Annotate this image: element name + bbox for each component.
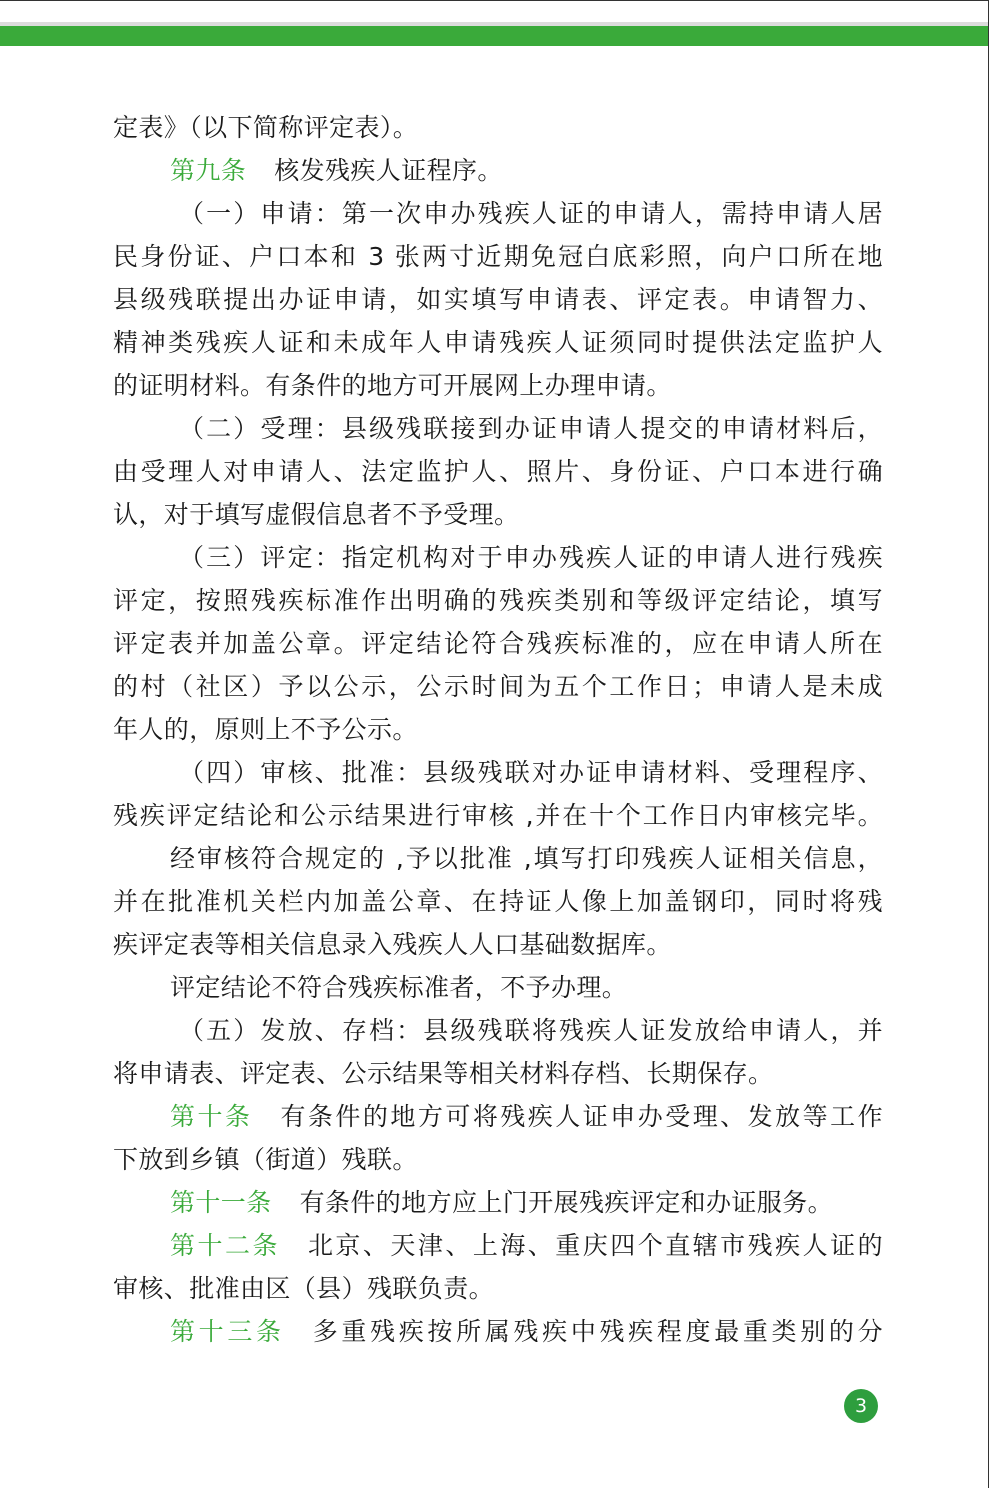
- top-border-line: [0, 0, 988, 1]
- text-line: 审核、批准由区（县）残联负责。: [113, 1274, 495, 1303]
- text-line: （一）申请：第一次申办残疾人证的申请人，需持申请人居: [179, 199, 883, 228]
- text-line: （三）评定：指定机构对于申办残疾人证的申请人进行残疾: [179, 543, 883, 572]
- article-label: 第九条: [170, 156, 247, 185]
- article-11-heading: [113, 1181, 883, 1224]
- text-line: 县级残联提出办证申请，如实填写申请表、评定表。申请智力、: [113, 285, 883, 314]
- text-line: 由受理人对申请人、法定监护人、照片、身份证、户口本进行确: [113, 457, 883, 486]
- text-line: 将申请表、评定表、公示结果等相关材料存档、长期保存。: [113, 1059, 774, 1088]
- article-label: 第十三条: [170, 1317, 285, 1346]
- article-text: 北京、天津、上海、重庆四个直辖市残疾人证的: [307, 1231, 883, 1260]
- text-line: 下放到乡镇（街道）残联。: [113, 1145, 418, 1174]
- article-10-heading: [113, 1095, 883, 1138]
- text-line: 经审核符合规定的 ,予以批准 ,填写打印残疾人证相关信息，: [170, 844, 883, 873]
- text-line: 的村（社区）予以公示，公示时间为五个工作日；申请人是未成: [113, 672, 883, 701]
- document-body: [113, 106, 883, 1353]
- header-green-band: [0, 26, 988, 46]
- right-border-line: [988, 0, 989, 1488]
- text-line: （四）审核、批准：县级残联对办证申请材料、受理程序、: [179, 758, 883, 787]
- page-number-badge: 3: [844, 1389, 878, 1423]
- text-line: 精神类残疾人证和未成年人申请残疾人证须同时提供法定监护人: [113, 328, 883, 357]
- article-12-heading: [113, 1224, 883, 1267]
- text-line: （五）发放、存档：县级残联将残疾人证发放给申请人，并: [179, 1016, 883, 1045]
- text-line: 评定表并加盖公章。评定结论符合残疾标准的，应在申请人所在: [113, 629, 883, 658]
- article-text: 核发残疾人证程序。: [274, 156, 503, 185]
- text-line: 认，对于填写虚假信息者不予受理。: [113, 500, 520, 529]
- text-line: 民身份证、户口本和 3 张两寸近期免冠白底彩照，向户口所在地: [113, 242, 883, 271]
- text-line: 疾评定表等相关信息录入残疾人人口基础数据库。: [113, 930, 672, 959]
- text-line: 评定，按照残疾标准作出明确的残疾类别和等级评定结论，填写: [113, 586, 883, 615]
- article-text: 有条件的地方应上门开展残疾评定和办证服务。: [299, 1188, 834, 1217]
- article-text: 有条件的地方可将残疾人证申办受理、发放等工作: [280, 1102, 883, 1131]
- text-line: 的证明材料。有条件的地方可开展网上办理申请。: [113, 371, 672, 400]
- text-line: 残疾评定结论和公示结果进行审核 ,并在十个工作日内审核完毕。: [113, 801, 883, 830]
- text-line: （二）受理：县级残联接到办证申请人提交的申请材料后，: [179, 414, 883, 443]
- text-line: 定表》（以下简称评定表）。: [113, 113, 419, 142]
- article-label: 第十二条: [170, 1231, 280, 1260]
- article-label: 第十条: [170, 1102, 253, 1131]
- article-13-heading: [113, 1310, 883, 1353]
- text-line: 并在批准机关栏内加盖公章、在持证人像上加盖钢印，同时将残: [113, 887, 883, 916]
- article-9-heading: [113, 149, 883, 192]
- article-label: 第十一条: [170, 1188, 272, 1217]
- article-text: 多重残疾按所属残疾中残疾程度最重类别的分: [312, 1317, 883, 1346]
- text-line: 年人的，原则上不予公示。: [113, 715, 418, 744]
- text-line: 评定结论不符合残疾标准者，不予办理。: [170, 973, 628, 1002]
